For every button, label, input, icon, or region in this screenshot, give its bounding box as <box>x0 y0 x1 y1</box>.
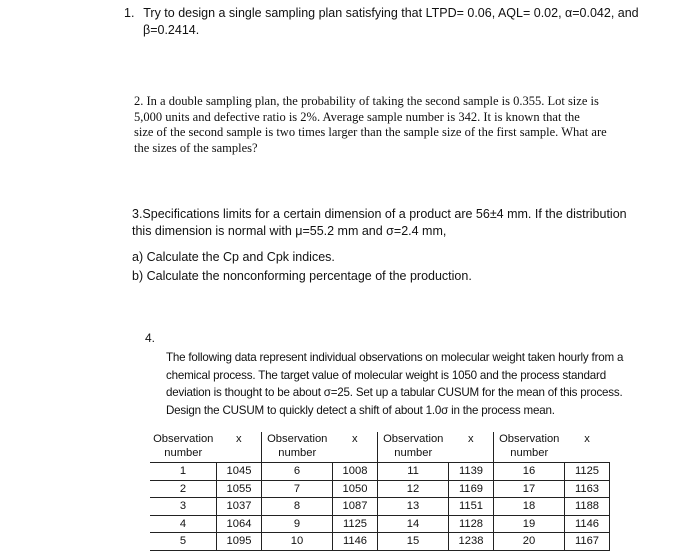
column-header-observation: Observation number <box>494 432 565 463</box>
question-2 <box>134 94 634 156</box>
table-cell: 1146 <box>565 515 610 533</box>
table-cell: 1050 <box>333 480 378 498</box>
question-1 <box>124 5 644 39</box>
table-cell: 13 <box>378 498 449 516</box>
cusum-data-table <box>150 432 610 551</box>
question-1-text: Try to design a single sampling plan satisfying that LTPD= 0.06, AQL= 0.02, α=0.042, and <box>143 6 639 20</box>
table-cell: 1151 <box>449 498 494 516</box>
table-cell: 1037 <box>217 498 262 516</box>
column-header-observation: Observation number <box>378 432 449 463</box>
question-4-line: deviation is thought to be about σ=25. Set up a tabular CUSUM for the mean of this process. <box>166 386 623 399</box>
question-1-line-2: β=0.2414. <box>143 23 200 37</box>
table-row <box>150 463 610 481</box>
table-cell: 4 <box>150 515 217 533</box>
column-header-x: x <box>565 432 610 463</box>
table-cell: 20 <box>494 533 565 551</box>
table-cell: 7 <box>262 480 333 498</box>
table-cell: 18 <box>494 498 565 516</box>
table-cell: 15 <box>378 533 449 551</box>
table-cell: 1055 <box>217 480 262 498</box>
table-cell: 1163 <box>565 480 610 498</box>
table-cell: 1087 <box>333 498 378 516</box>
question-3-line: this dimension is normal with μ=55.2 mm and σ=2.4 mm, <box>132 224 447 238</box>
table-cell: 1095 <box>217 533 262 551</box>
column-header-x: x <box>333 432 378 463</box>
question-3-line: 3.Specifications limits for a certain dimension of a product are 56±4 mm. If the distribution <box>132 207 627 221</box>
table-cell: 1064 <box>217 515 262 533</box>
table-cell: 11 <box>378 463 449 481</box>
column-header-x: x <box>217 432 262 463</box>
question-3-part-b: b) Calculate the nonconforming percentage of the production. <box>132 269 472 283</box>
table-cell: 8 <box>262 498 333 516</box>
table-row <box>150 480 610 498</box>
table-cell: 1128 <box>449 515 494 533</box>
table-cell: 10 <box>262 533 333 551</box>
question-4-line: Design the CUSUM to quickly detect a shift of about 1.0σ in the process mean. <box>166 403 555 417</box>
question-1-number: 1. <box>124 6 135 20</box>
table-cell: 5 <box>150 533 217 551</box>
table-cell: 6 <box>262 463 333 481</box>
table-cell: 1125 <box>333 515 378 533</box>
table-cell: 1008 <box>333 463 378 481</box>
question-4-line: The following data represent individual observations on molecular weight taken hourly from a <box>166 351 624 364</box>
question-2-line: the sizes of the samples? <box>134 140 258 155</box>
column-header-observation: Observation number <box>150 432 217 463</box>
table-cell: 3 <box>150 498 217 516</box>
question-2-line: size of the second sample is two times larger than the sample size of the first sample. What are <box>134 125 607 139</box>
question-2-line: 5,000 units and defective ratio is 2%. Average sample number is 342. It is known that the <box>134 109 580 124</box>
table-cell: 1167 <box>565 533 610 551</box>
question-3 <box>132 206 662 285</box>
table-cell: 1125 <box>565 463 610 481</box>
column-header-x: x <box>449 432 494 463</box>
table-cell: 1045 <box>217 463 262 481</box>
question-2-line: 2. In a double sampling plan, the probability of taking the second sample is 0.355. Lot size is <box>134 94 599 108</box>
table-cell: 1169 <box>449 480 494 498</box>
question-3-part-a: a) Calculate the Cp and Cpk indices. <box>132 250 335 264</box>
question-3-subparts <box>132 249 662 285</box>
question-4-text <box>166 349 672 419</box>
table-row <box>150 533 610 551</box>
table-row <box>150 498 610 516</box>
table-cell: 9 <box>262 515 333 533</box>
table-cell: 16 <box>494 463 565 481</box>
table-cell: 2 <box>150 480 217 498</box>
table-cell: 17 <box>494 480 565 498</box>
column-header-observation: Observation number <box>262 432 333 463</box>
table-cell: 1238 <box>449 533 494 551</box>
table-cell: 12 <box>378 480 449 498</box>
question-1-line-1 <box>124 5 644 22</box>
question-4-number: 4. <box>145 331 156 345</box>
table-cell: 1146 <box>333 533 378 551</box>
table-cell: 19 <box>494 515 565 533</box>
table-cell: 14 <box>378 515 449 533</box>
question-4-line: chemical process. The target value of molecular weight is 1050 and the process standard <box>166 368 606 382</box>
table-row <box>150 515 610 533</box>
table-header-row <box>150 432 610 463</box>
table-cell: 1 <box>150 463 217 481</box>
table-cell: 1188 <box>565 498 610 516</box>
table-cell: 1139 <box>449 463 494 481</box>
